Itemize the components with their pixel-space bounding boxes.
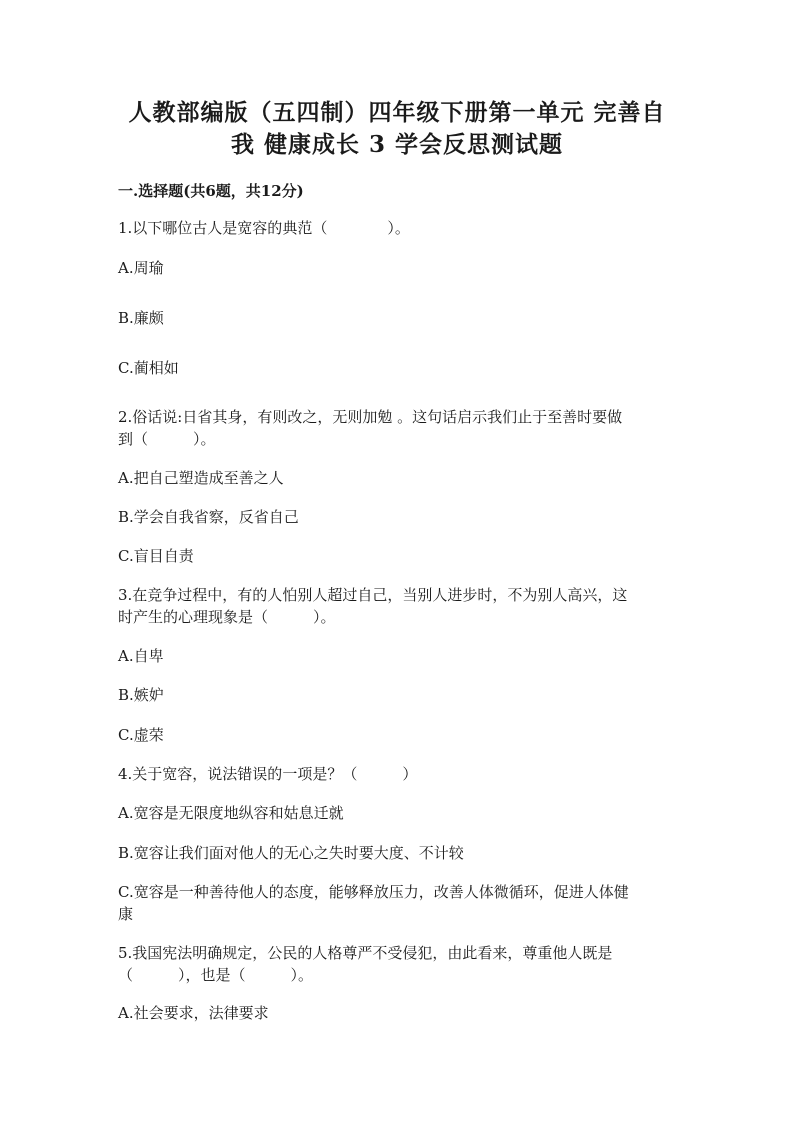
question-2-option-c: C.盲目自责 [118,547,194,565]
question-4-option-c-line-2: 康 [118,905,134,923]
question-1-option-b: B.廉颇 [118,309,164,327]
question-2-option-a: A.把自己塑造成至善之人 [118,469,284,487]
question-5-stem-line-2: （ ），也是（ ）。 [118,966,314,984]
document-title-line-1: 人教部编版（五四制）四年级下册第一单元 完善自 [128,99,666,126]
question-3-stem-line-1: 3.在竞争过程中，有的人怕别人超过自己，当别人进步时，不为别人高兴，这 [118,586,628,604]
question-3-option-b: B.嫉妒 [118,686,164,704]
question-4-option-b: B.宽容让我们面对他人的无心之失时要大度、不计较 [118,844,464,862]
question-1-option-a: A.周瑜 [118,259,164,277]
question-5-stem-line-1: 5.我国宪法明确规定，公民的人格尊严不受侵犯，由此看来，尊重他人既是 [118,944,613,962]
question-4-stem: 4.关于宽容，说法错误的一项是？（ ） [118,765,418,783]
question-2-option-b: B.学会自我省察，反省自己 [118,508,299,526]
document-title-line-2: 我 健康成长 3 学会反思测试题 [230,131,564,158]
section-heading: 一.选择题(共6题，共12分) [118,182,304,200]
question-3-option-c: C.虚荣 [118,726,164,744]
question-4-option-c-line-1: C.宽容是一种善待他人的态度，能够释放压力，改善人体微循环，促进人体健 [118,883,629,901]
question-2-stem-line-1: 2.俗话说:日省其身，有则改之，无则加勉 。这句话启示我们止于至善时要做 [118,408,623,426]
question-5-option-a: A.社会要求，法律要求 [118,1004,269,1022]
question-1-stem: 1.以下哪位古人是宽容的典范（ ）。 [118,219,410,237]
question-3-option-a: A.自卑 [118,647,164,665]
question-1-option-c: C.蔺相如 [118,359,179,377]
question-2-stem-line-2: 到（ ）。 [118,430,216,448]
question-4-option-a: A.宽容是无限度地纵容和姑息迁就 [118,804,344,822]
question-3-stem-line-2: 时产生的心理现象是（ ）。 [118,608,336,626]
